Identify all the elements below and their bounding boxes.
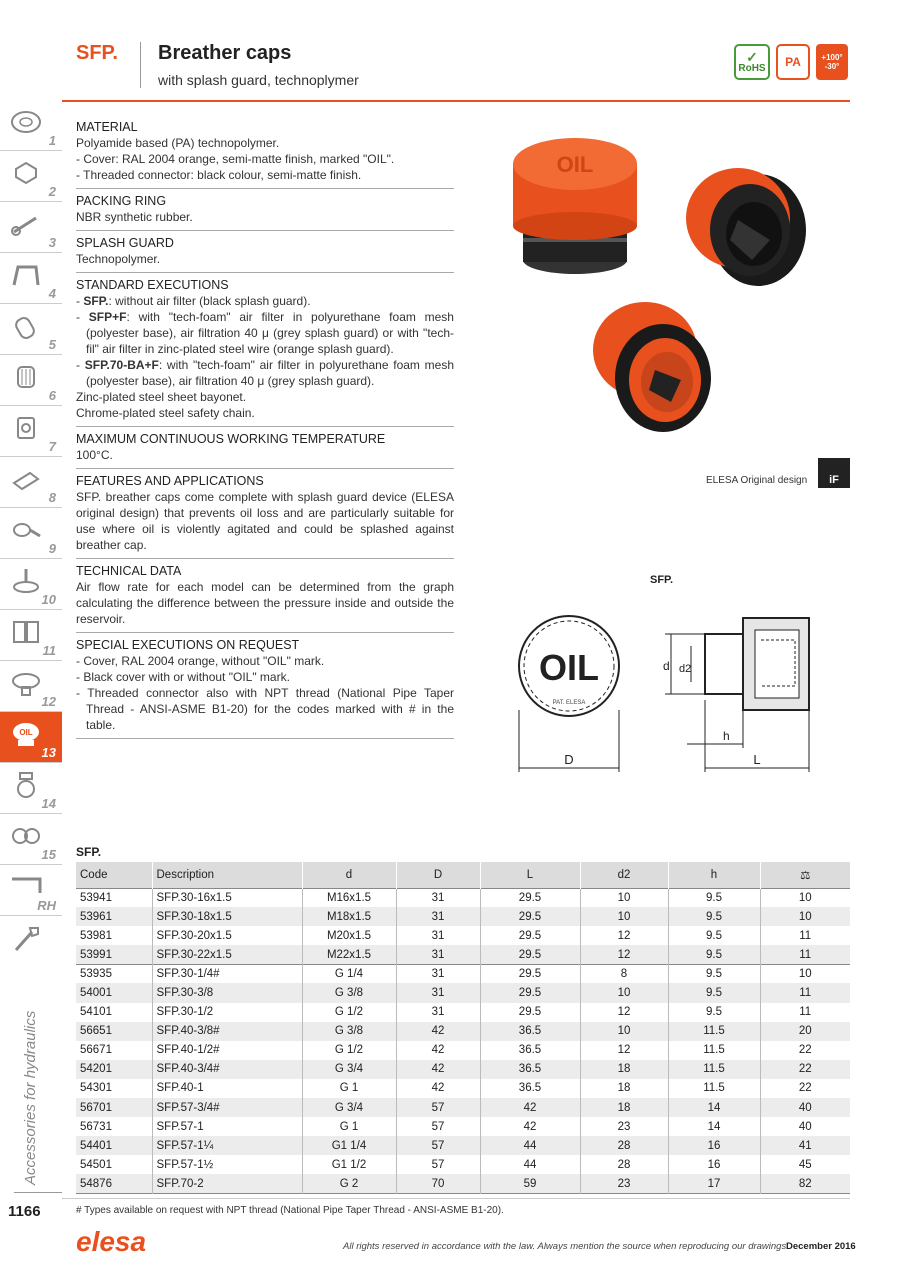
check-icon: ✓ — [746, 48, 758, 65]
section-title: TECHNICAL DATA — [76, 564, 182, 578]
knob-icon — [10, 159, 42, 187]
rohs-label: RoHS — [738, 62, 766, 74]
rohs-badge — [734, 44, 770, 80]
table-cell: 42 — [480, 1098, 580, 1117]
page-title: Breather caps — [158, 42, 292, 64]
table-cell: 29.5 — [480, 945, 580, 964]
table-cell: 8 — [580, 964, 668, 983]
table-cell: 54101 — [76, 1003, 152, 1022]
table-cell: 11 — [799, 929, 812, 942]
table-cell: 57 — [396, 1117, 480, 1136]
table-cell: SFP.40-3/8# — [152, 1022, 302, 1041]
section-material — [76, 120, 454, 189]
table-row — [76, 1174, 850, 1193]
table-cell: SFP.30-3/8 — [152, 983, 302, 1002]
table-cell: SFP.30-20x1.5 — [152, 926, 302, 945]
sidebar-number: 7 — [48, 439, 56, 454]
table-cell: M20x1.5 — [302, 926, 396, 945]
table-cell: M16x1.5 — [302, 888, 396, 907]
col-d2: d2 — [580, 862, 668, 888]
table-cell: 18 — [580, 1098, 668, 1117]
table-cell: 42 — [396, 1022, 480, 1041]
temperature-badge — [816, 44, 848, 80]
table-cell: 11 — [799, 1006, 812, 1019]
section-text: SFP. breather caps come complete with splash guard device (ELESA original design) that prevents oil loss and are particularly suitable for use where oil is violently agitated and could be splashed against breather cap. — [76, 490, 454, 552]
table-cell: 12 — [580, 945, 668, 964]
sidebar-number: 2 — [48, 184, 56, 199]
table-cell: 40 — [798, 1120, 812, 1133]
table-title: SFP. — [76, 845, 102, 859]
section-packing — [76, 194, 454, 231]
table-cell: M22x1.5 — [302, 945, 396, 964]
levelling-foot-icon — [10, 567, 42, 595]
table-cell: 54301 — [76, 1079, 152, 1098]
table-cell: 36.5 — [480, 1060, 580, 1079]
castor-icon — [10, 771, 42, 799]
sidebar-number: 5 — [48, 337, 56, 352]
table-cell: SFP.57-1½ — [152, 1155, 302, 1174]
table-cell: 54201 — [76, 1060, 152, 1079]
drawing-cap-small: PAT. ELESA — [552, 700, 586, 706]
table-cell: G 1/4 — [302, 964, 396, 983]
sidebar-item-9[interactable] — [0, 508, 62, 559]
table-row — [76, 1136, 850, 1155]
page-subtitle: with splash guard, technoplymer — [158, 72, 359, 88]
table-cell: G 3/4 — [302, 1098, 396, 1117]
table-cell: 42 — [480, 1117, 580, 1136]
sidebar-item-15[interactable] — [0, 814, 62, 865]
table-cell: SFP.40-1 — [152, 1079, 302, 1098]
sidebar-item-8[interactable] — [0, 457, 62, 508]
table-row — [76, 1098, 850, 1117]
table-cell: 12 — [580, 1041, 668, 1060]
table-cell: SFP.30-18x1.5 — [152, 907, 302, 926]
handwheel-icon — [10, 108, 42, 136]
table-cell: 11.5 — [668, 1079, 760, 1098]
table-cell: 22 — [798, 1044, 812, 1057]
header-divider — [62, 100, 850, 102]
table-row — [76, 907, 850, 926]
table-cell: 53961 — [76, 907, 152, 926]
section-title: PACKING RING — [76, 194, 167, 208]
section-text: Zinc-plated steel sheet bayonet. — [76, 390, 247, 404]
section-standard — [76, 278, 454, 427]
table-cell: 56701 — [76, 1098, 152, 1117]
table-cell: 10 — [760, 907, 850, 926]
brand-text: elesa — [76, 1227, 147, 1257]
sidebar-item-14[interactable] — [0, 763, 62, 814]
tube-clamp-icon — [10, 822, 42, 850]
sidebar-number: 9 — [48, 541, 56, 556]
sidebar-item-12[interactable] — [0, 661, 62, 712]
list-item: - SFP.: without air filter (black splash guard). — [76, 294, 311, 308]
knurled-knob-icon — [10, 363, 42, 391]
section-features — [76, 474, 454, 559]
sidebar-item-4[interactable] — [0, 253, 62, 304]
table-cell: 20 — [760, 1022, 850, 1041]
plunger-icon — [10, 465, 42, 493]
table-cell: 9.5 — [668, 964, 760, 983]
footer-divider — [62, 1198, 850, 1199]
exec-text: : with "tech-foam" air filter in polyurethane foam mesh (polyester base), air filtration 40 μ (grey splash guard) or with "tech-fil" air filter in zinc-plated steel wire (orange splash guard). — [86, 310, 454, 356]
table-cell: 31 — [396, 945, 480, 964]
table-cell: 31 — [396, 1003, 480, 1022]
rights-notice: All rights reserved in accordance with the law. Always mention the source when reproducing our drawings. — [343, 1241, 789, 1252]
sidebar-number: 11 — [42, 643, 56, 658]
sidebar-item-6[interactable] — [0, 355, 62, 406]
sidebar-number: 6 — [48, 388, 56, 403]
table-cell: 29.5 — [480, 1003, 580, 1022]
table-row — [76, 926, 850, 945]
col-description: Description — [152, 862, 302, 888]
footnote: # Types available on request with NPT thread (National Pipe Taper Thread - ANSI-ASME B1-20). — [76, 1205, 504, 1216]
sidebar-number: 15 — [41, 847, 56, 862]
header-separator — [140, 42, 141, 88]
section-splash — [76, 236, 454, 273]
table-cell: 11 — [760, 983, 850, 1002]
sidebar-number: 14 — [41, 796, 56, 811]
dim-h: h — [723, 729, 730, 743]
section-title: MATERIAL — [76, 120, 138, 134]
lever-icon — [10, 210, 42, 238]
table-cell: 59 — [480, 1174, 580, 1193]
exec-code: SFP. — [83, 294, 109, 308]
table-cell: 31 — [396, 926, 480, 945]
table-cell: G 3/8 — [302, 1022, 396, 1041]
table-cell: 53991 — [76, 945, 152, 964]
section-text: NBR synthetic rubber. — [76, 210, 193, 224]
sidebar-item-7[interactable] — [0, 406, 62, 457]
table-cell: 18 — [580, 1060, 668, 1079]
section-temperature — [76, 432, 454, 469]
table-cell: SFP.30-16x1.5 — [152, 888, 302, 907]
sidebar-item-tools[interactable] — [0, 916, 62, 967]
table-cell: 10 — [580, 888, 668, 907]
sidebar-item-11[interactable] — [0, 610, 62, 661]
product-photo-front — [505, 130, 645, 280]
table-cell: SFP.57-1 — [152, 1117, 302, 1136]
sidebar-number: 3 — [48, 235, 56, 250]
table-cell: G1 1/4 — [302, 1136, 396, 1155]
section-text: Air flow rate for each model can be determined from the graph calculating the difference between the pressure inside and outside the reservoir. — [76, 580, 454, 626]
handle-icon — [10, 261, 42, 289]
section-text: Polyamide based (PA) technopolymer. — [76, 136, 280, 150]
table-cell: SFP.40-3/4# — [152, 1060, 302, 1079]
table-cell: 11.5 — [668, 1041, 760, 1060]
table-cell: 28 — [580, 1155, 668, 1174]
page-number: 1166 — [8, 1203, 41, 1220]
table-row — [76, 964, 850, 983]
table-cell: 9.5 — [668, 945, 760, 964]
exec-text: : without air filter (black splash guard). — [108, 294, 311, 308]
section-title: SPLASH GUARD — [76, 236, 174, 250]
table-cell: G 1 — [302, 1117, 396, 1136]
table-cell: SFP.40-1/2# — [152, 1041, 302, 1060]
table-cell: 22 — [760, 1060, 850, 1079]
table-row — [76, 1003, 850, 1022]
table-cell: 54876 — [76, 1174, 152, 1193]
original-design-label: ELESA Original design — [706, 475, 808, 486]
table-cell: G 3/4 — [302, 1060, 396, 1079]
sidebar-item-3[interactable] — [0, 202, 62, 253]
wrench-icon — [10, 924, 42, 952]
table-cell: 18 — [580, 1079, 668, 1098]
table-cell: 12 — [580, 1003, 668, 1022]
table-cell: 42 — [396, 1060, 480, 1079]
col-D: D — [396, 862, 480, 888]
table-cell: 29.5 — [480, 907, 580, 926]
ifdo-text: iF — [829, 474, 839, 486]
drawing-cap-mark: OIL — [539, 647, 599, 688]
table-cell: G 1/2 — [302, 1041, 396, 1060]
svg-text:OIL: OIL — [19, 728, 33, 737]
table-cell: 53935 — [76, 964, 152, 983]
table-row — [76, 1079, 850, 1098]
table-cell: 44 — [480, 1155, 580, 1174]
table-cell: 57 — [396, 1098, 480, 1117]
table-cell: 22 — [798, 1082, 812, 1095]
table-row — [76, 888, 850, 907]
table-cell: G 3/8 — [302, 983, 396, 1002]
table-cell: M18x1.5 — [302, 907, 396, 926]
list-item: - Cover, RAL 2004 orange, without "OIL" mark. — [76, 654, 325, 668]
table-cell: 31 — [396, 983, 480, 1002]
sidebar-item-13[interactable] — [0, 712, 62, 763]
table-cell: 36.5 — [480, 1041, 580, 1060]
product-photo-open — [585, 290, 715, 440]
sidebar-item-5[interactable] — [0, 304, 62, 355]
product-code: SFP. — [76, 42, 118, 64]
table-cell: 14 — [668, 1117, 760, 1136]
sidebar-item-rh[interactable] — [0, 865, 62, 916]
table-cell: 31 — [396, 964, 480, 983]
mushroom-knob-icon — [10, 669, 42, 697]
category-label: Accessories for hydraulics — [22, 1010, 39, 1185]
table-cell: 11 — [760, 945, 850, 964]
category-sidebar — [0, 100, 62, 967]
exec-code: SFP.70-BA+F — [84, 358, 159, 372]
table-cell: SFP.70-2 — [152, 1174, 302, 1193]
col-code: Code — [76, 862, 152, 888]
table-cell: 42 — [396, 1041, 480, 1060]
table-cell: 57 — [396, 1155, 480, 1174]
product-table — [76, 862, 850, 1194]
table-cell: 29.5 — [480, 926, 580, 945]
dim-d2: d2 — [679, 663, 692, 675]
section-text: Technopolymer. — [76, 252, 161, 266]
table-cell: G1 1/2 — [302, 1155, 396, 1174]
table-cell: 56671 — [76, 1041, 152, 1060]
table-cell: 54001 — [76, 983, 152, 1002]
weight-icon: ⚖ — [760, 862, 850, 888]
table-cell: SFP.57-1¼ — [152, 1136, 302, 1155]
table-cell: 9.5 — [668, 926, 760, 945]
table-row — [76, 983, 850, 1002]
table-cell: 16 — [668, 1155, 760, 1174]
table-cell: 28 — [580, 1136, 668, 1155]
table-cell: 41 — [760, 1136, 850, 1155]
section-text: - Cover: RAL 2004 orange, semi-matte finish, marked "OIL". — [76, 152, 395, 166]
table-cell: 45 — [798, 1158, 812, 1171]
table-cell: 17 — [668, 1174, 760, 1193]
table-cell: SFP.30-22x1.5 — [152, 945, 302, 964]
table-cell: 42 — [396, 1079, 480, 1098]
table-cell: SFP.57-3/4# — [152, 1098, 302, 1117]
section-technical — [76, 564, 454, 633]
table-cell: 40 — [760, 1098, 850, 1117]
section-text: - Threaded connector: black colour, semi-matte finish. — [76, 168, 362, 182]
dim-L: L — [753, 752, 761, 767]
table-cell: 56731 — [76, 1117, 152, 1136]
dim-D: D — [564, 752, 574, 767]
technical-drawing — [505, 600, 850, 780]
table-cell: 11.5 — [668, 1060, 760, 1079]
table-cell: 36.5 — [480, 1079, 580, 1098]
table-cell: 29.5 — [480, 983, 580, 1002]
drawing-label: SFP. — [650, 574, 674, 586]
eye-bolt-icon — [10, 516, 42, 544]
table-header-row — [76, 862, 850, 888]
table-cell: 14 — [668, 1098, 760, 1117]
table-cell: G 1 — [302, 1079, 396, 1098]
table-cell: 53941 — [76, 888, 152, 907]
table-cell: 36.5 — [480, 1022, 580, 1041]
temp-low: -30° — [824, 62, 840, 71]
list-item: - SFP+F: with "tech-foam" air filter in polyurethane foam mesh (polyester base), air filtration 40 μ (grey splash guard) or with "tech-fil" air filter in zinc-plated steel wire (orange splash guard). — [76, 310, 454, 356]
sidebar-number: 8 — [48, 490, 56, 505]
table-cell: 44 — [480, 1136, 580, 1155]
sidebar-item-10[interactable] — [0, 559, 62, 610]
table-cell: 53981 — [76, 926, 152, 945]
description-column — [76, 120, 454, 744]
section-title: FEATURES AND APPLICATIONS — [76, 474, 264, 488]
table-cell: 29.5 — [480, 888, 580, 907]
table-cell: 56651 — [76, 1022, 152, 1041]
dim-d: d — [663, 659, 670, 673]
section-special — [76, 638, 454, 739]
table-cell: 9.5 — [668, 907, 760, 926]
table-cell: 57 — [396, 1136, 480, 1155]
sidebar-divider — [14, 1192, 62, 1193]
table-row — [76, 1041, 850, 1060]
section-text: 100°C. — [76, 448, 113, 462]
clamp-icon — [10, 414, 42, 442]
col-d: d — [302, 862, 396, 888]
oil-cap-icon — [10, 720, 42, 748]
table-cell: 31 — [396, 907, 480, 926]
table-cell: 10 — [760, 964, 850, 983]
section-title: SPECIAL EXECUTIONS ON REQUEST — [76, 638, 300, 652]
table-cell: 9.5 — [668, 1003, 760, 1022]
hinge-icon — [10, 618, 42, 646]
sidebar-number: 13 — [41, 745, 56, 760]
table-cell: 10 — [580, 983, 668, 1002]
table-cell: 10 — [760, 888, 850, 907]
exec-code: SFP+F — [88, 310, 127, 324]
sidebar-item-1[interactable] — [0, 100, 62, 151]
table-row — [76, 1155, 850, 1174]
elesa-logo — [76, 1227, 160, 1257]
section-title: MAXIMUM CONTINUOUS WORKING TEMPERATURE — [76, 432, 386, 446]
exec-text: : with "tech-foam" air filter in polyurethane foam mesh (polyester base), air filtration 40 μ (grey splash guard). — [86, 358, 454, 388]
if-design-award-logo — [818, 458, 850, 488]
grip-icon — [10, 312, 42, 340]
section-title: STANDARD EXECUTIONS — [76, 278, 229, 292]
table-cell: 23 — [580, 1117, 668, 1136]
col-h: h — [668, 862, 760, 888]
sidebar-number: 4 — [48, 286, 56, 301]
edition-date: December 2016 — [786, 1241, 856, 1252]
table-cell: SFP.30-1/2 — [152, 1003, 302, 1022]
sidebar-number: RH — [37, 898, 56, 913]
list-item: - Black cover with or without "OIL" mark. — [76, 670, 290, 684]
sidebar-number: 12 — [41, 694, 56, 709]
sidebar-number: 10 — [41, 592, 56, 607]
table-row — [76, 1060, 850, 1079]
table-cell: 9.5 — [668, 888, 760, 907]
table-cell: 11.5 — [668, 1022, 760, 1041]
table-cell: 82 — [760, 1174, 850, 1193]
col-L: L — [480, 862, 580, 888]
pa-badge: PA — [776, 44, 810, 80]
table-cell: 54501 — [76, 1155, 152, 1174]
cap-mark: OIL — [556, 152, 594, 177]
list-item: - SFP.70-BA+F: with "tech-foam" air filter in polyurethane foam mesh (polyester base), air filtration 40 μ (grey splash guard). — [76, 358, 454, 388]
table-cell: 9.5 — [668, 983, 760, 1002]
product-photo-side — [680, 160, 810, 290]
list-item: - Threaded connector also with NPT thread (National Pipe Taper Thread - ANSI-ASME B1-20) for the codes marked with # in the table. — [76, 686, 454, 732]
table-row — [76, 1117, 850, 1136]
table-cell: 70 — [396, 1174, 480, 1193]
table-cell: G 1/2 — [302, 1003, 396, 1022]
table-cell: 10 — [580, 1022, 668, 1041]
table-row — [76, 945, 850, 964]
temp-high: +100° — [821, 53, 843, 62]
sidebar-item-2[interactable] — [0, 151, 62, 202]
table-cell: 29.5 — [480, 964, 580, 983]
table-cell: 16 — [668, 1136, 760, 1155]
table-cell: 54401 — [76, 1136, 152, 1155]
table-cell: G 2 — [302, 1174, 396, 1193]
section-text: Chrome-plated steel safety chain. — [76, 406, 255, 420]
table-cell: 12 — [580, 926, 668, 945]
table-cell: 23 — [580, 1174, 668, 1193]
table-cell: 31 — [396, 888, 480, 907]
handle-rh-icon — [10, 873, 42, 901]
table-row — [76, 1022, 850, 1041]
table-cell: SFP.30-1/4# — [152, 964, 302, 983]
sidebar-number: 1 — [48, 133, 56, 148]
table-cell: 10 — [580, 907, 668, 926]
